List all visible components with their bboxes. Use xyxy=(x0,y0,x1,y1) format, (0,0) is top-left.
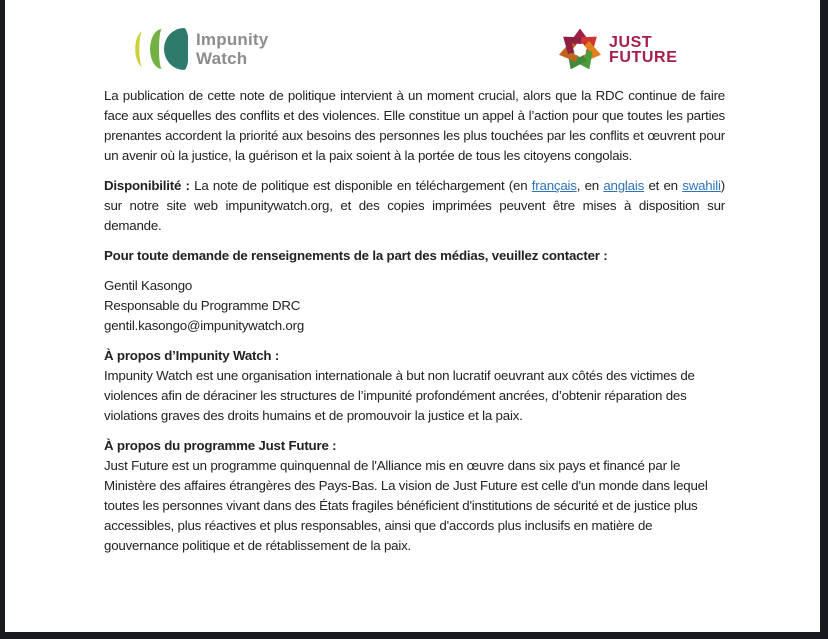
impunity-watch-moons-icon xyxy=(128,26,188,72)
paragraph-intro-text: La publication de cette note de politique intervient à un moment crucial, alors que la RDC continue de faire face aux séquelles des conflits et des violences. Elle constitue un appel à l’action pour que toutes les parties prenantes accordent la priorité aux besoins des personnes les plus touchées par les conflits et œuvrent pour un avenir où la justice, la guérison et la paix soient à la portée de tous les citoyens congolais. xyxy=(104,88,725,163)
contact-role: Responsable du Programme DRC xyxy=(104,298,301,313)
document-body xyxy=(104,86,725,566)
disponibilite-text-2: , en xyxy=(576,178,604,193)
just-future-wordmark xyxy=(609,35,677,65)
about-impunity-watch-heading: À propos d’Impunity Watch : xyxy=(104,348,280,363)
about-just-future-section xyxy=(104,436,725,556)
just-future-wordmark-line2: FUTURE xyxy=(609,49,678,66)
impunity-watch-logo xyxy=(128,26,268,72)
about-impunity-watch-section xyxy=(104,346,725,426)
paragraph-disponibilite xyxy=(104,176,725,236)
paragraph-intro xyxy=(104,86,725,166)
disponibilite-text-3: et en xyxy=(644,178,683,193)
disponibilite-text-4: ) sur notre site web impunitywatch.org, et des copies imprimées peuvent être mises à disposition sur demande. xyxy=(104,178,725,233)
document-page xyxy=(5,0,820,632)
impunity-watch-wordmark xyxy=(196,30,268,68)
contact-block xyxy=(104,276,725,336)
media-contact-heading: Pour toute demande de renseignements de la part des médias, veuillez contacter : xyxy=(104,248,608,263)
about-just-future-heading: À propos du programme Just Future : xyxy=(104,438,337,453)
link-swahili[interactable]: swahili xyxy=(682,178,721,193)
just-future-wordmark-line1: JUST xyxy=(609,34,653,51)
contact-name: Gentil Kasongo xyxy=(104,278,193,293)
impunity-watch-wordmark-line2: Watch xyxy=(196,49,248,68)
link-francais[interactable]: français xyxy=(531,178,577,193)
just-future-logo xyxy=(558,27,677,73)
disponibilite-text-1: La note de politique est disponible en téléchargement (en xyxy=(189,178,532,193)
impunity-watch-wordmark-line1: Impunity xyxy=(196,30,269,49)
just-future-star-icon xyxy=(558,27,602,73)
about-impunity-watch-text: Impunity Watch est une organisation internationale à but non lucratif oeuvrant aux côtés des victimes de violences afin de déraciner les structures de l’impunité profondément ancrées, d’obtenir réparation des violations graves des droits humains et de promouvoir la justice et la paix. xyxy=(104,368,695,423)
about-just-future-text: Just Future est un programme quinquennal de l'Alliance mis en œuvre dans six pays et financé par le Ministère des affaires étrangères des Pays-Bas. La vision de Just Future est celle d'un monde dans lequel toutes les personnes vivant dans des États fragiles bénéficient d'institutions de sécurité et de justice plus accessibles, plus réactives et plus responsables, ainsi que d'accords plus inclusifs en matière de gouvernance politique et de rétablissement de la paix. xyxy=(104,458,708,553)
contact-email: gentil.kasongo@impunitywatch.org xyxy=(104,318,305,333)
link-anglais[interactable]: anglais xyxy=(603,178,645,193)
disponibilite-label: Disponibilité : xyxy=(104,178,190,193)
